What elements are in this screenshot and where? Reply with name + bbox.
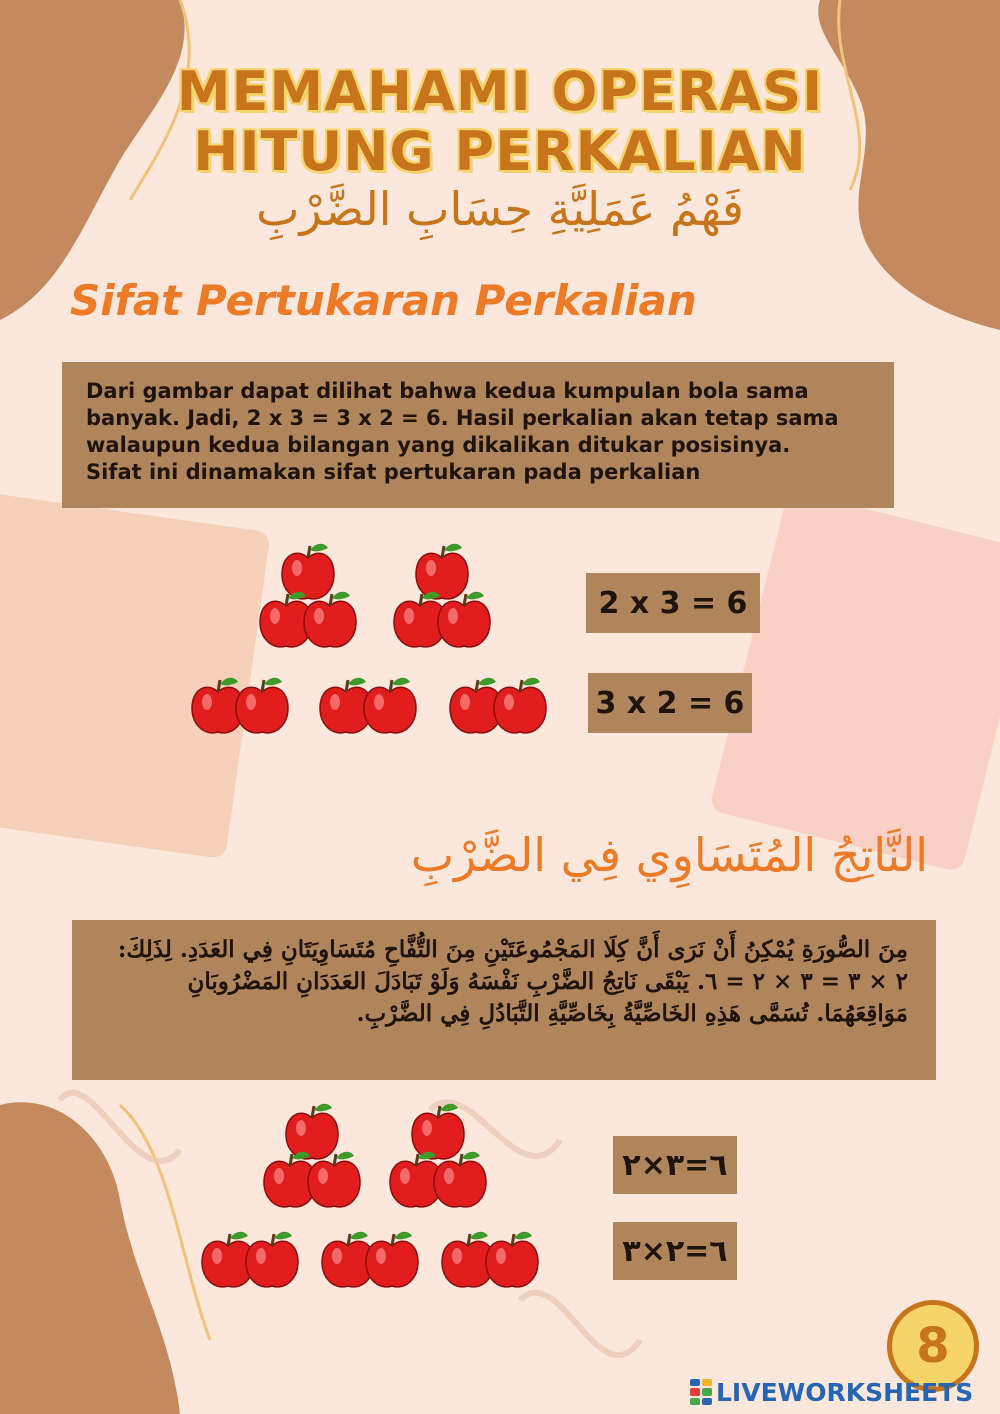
section-heading: Sifat Pertukaran Perkalian	[70, 276, 697, 325]
math-book-shape	[0, 492, 271, 859]
arabic-title: فَهْمُ عَمَلِيَّةِ حِسَابِ الضَّرْبِ	[256, 182, 744, 236]
liveworksheets-logo-icon	[690, 1379, 712, 1405]
liveworksheets-brand[interactable]	[690, 1376, 973, 1408]
equation-2x3: 2 x 3 = 6	[586, 573, 760, 633]
equation-3x2: 3 x 2 = 6	[588, 673, 752, 733]
title-line-2: HITUNG PERKALIAN	[193, 120, 807, 183]
arabic-equation-2: ٦=٢×٣	[613, 1222, 737, 1280]
liveworksheets-text: LIVEWORKSHEETS	[716, 1377, 974, 1407]
arabic-equation-1: ٦=٣×٢	[613, 1136, 737, 1194]
paragraph-line: banyak. Jadi, 2 x 3 = 3 x 2 = 6. Hasil perkalian akan tetap sama	[86, 406, 839, 430]
title-line-1: MEMAHAMI OPERASI	[176, 60, 824, 123]
indonesian-paragraph-box	[62, 362, 894, 508]
arabic-paragraph-box: مِنَ الصُّورَةِ يُمْكِنُ أَنْ نَرَى أَنَّ كِلَا المَجْمُوعَتَيْنِ مِنَ التُّفَّاحِ مُتَسَاوِيَتَانِ فِي العَدَدِ. لِذَلِكَ: ٢ × ٣ = ٣ × ٢ = ٦. يَبْقَى نَاتِجُ الضَّرْبِ نَفْسَهُ وَلَوْ تَبَادَلَ العَدَدَانِ المَضْرُوبَانِ مَوَاقِعَهُمَا. تُسَمَّى هَذِهِ الخَاصِّيَّةُ بِخَاصِّيَّةِ التَّبَادُلِ فِي الضَّرْبِ.	[72, 920, 936, 1080]
bottom-left-blob	[0, 1102, 180, 1414]
paragraph-line: walaupun kedua bilangan yang dikalikan ditukar posisinya.	[86, 433, 791, 457]
page-number-badge: 8	[887, 1300, 979, 1392]
paragraph-line: Sifat ini dinamakan sifat pertukaran pada perkalian	[86, 460, 701, 484]
arabic-section-heading: النَّاتِجُ المُتَسَاوِي فِي الضَّرْبِ	[410, 828, 928, 882]
paragraph-line: Dari gambar dapat dilihat bahwa kedua kumpulan bola sama	[86, 379, 809, 403]
arabic-book-shape	[709, 490, 1000, 873]
